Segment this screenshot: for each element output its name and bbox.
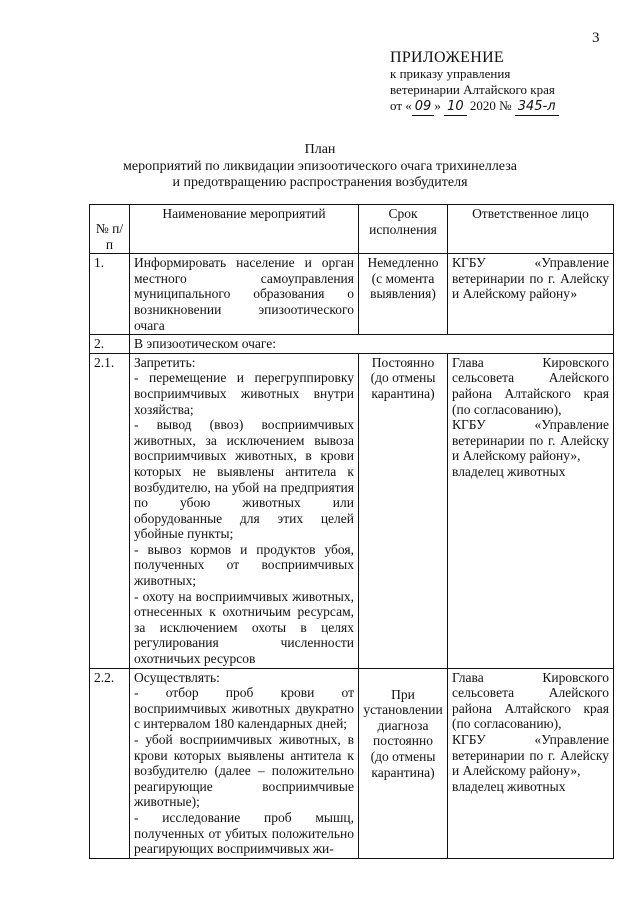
- appendix-line-1: к приказу управления: [390, 66, 511, 81]
- date-day: 09: [412, 99, 435, 116]
- responsible-line: КГБУ «Управление ветеринарии по г. Алейску и Алейскому району»,: [452, 732, 609, 779]
- order-number: 345-л: [515, 99, 559, 116]
- row-num: 2.1.: [90, 353, 130, 668]
- date-mid: »: [434, 98, 445, 113]
- measure-line: - охоту на восприимчивых животных, отнесенных к охотничьим ресурсам, за исключением охоты в целях регулирования численности охотничьих ресурсов: [134, 588, 354, 667]
- measure-line: - перемещение и перегруппировку восприимчивых животных внутри хозяйства;: [134, 370, 354, 417]
- row-name: [130, 668, 359, 858]
- date-year: 2020 №: [466, 98, 515, 113]
- responsible-line: владелец животных: [452, 778, 566, 794]
- appendix-date-line: [390, 98, 630, 116]
- responsible-line: владелец животных: [452, 463, 566, 479]
- measure-line: - вывоз кормов и продуктов убоя, полученных от восприимчивых животных;: [134, 541, 354, 589]
- row-responsible: [448, 353, 614, 668]
- measure-line: - вывод (ввоз) восприимчивых животных, за исключением вывоза восприимчивых животных, в крови которых не выявлены антитела к возбудителю, на убой на предприятия по убою животных или оборудованные для этих целей убойные пункты;: [134, 417, 354, 542]
- plan-subtitle-line-1: мероприятий по ликвидации эпизоотического очага трихинеллеза: [123, 159, 517, 174]
- measure-line: - исследование проб мышц, полученных от убитых положительно реагирующих восприимчивых жи-: [134, 809, 354, 857]
- row-num: 2.2.: [90, 668, 130, 858]
- table-row: [90, 353, 614, 668]
- table-header-row: [90, 205, 614, 254]
- measure-line: - отбор проб крови от восприимчивых животных двукратно с интервалом 180 календарных дней;: [134, 685, 354, 732]
- plan-table: [89, 204, 614, 859]
- header-term: Срок исполнения: [359, 205, 448, 254]
- plan-title: План: [304, 142, 336, 157]
- row-responsible: [448, 668, 614, 858]
- row-name: [130, 353, 359, 668]
- responsible-line: Глава Кировского сельсовета Алейского района Алтайского края (по согласованию),: [452, 354, 609, 417]
- measure-line: - убой восприимчивых животных, в крови которых выявлены антитела к возбудителю (далее – положительно реагирующие восприимчивые животные);: [134, 732, 354, 810]
- appendix-header: [390, 50, 630, 116]
- row-term: Немедленно (с момента выявления): [359, 254, 448, 335]
- date-prefix: от «: [390, 98, 412, 113]
- table-row: [90, 668, 614, 858]
- measure-line: Осуществлять:: [134, 669, 220, 685]
- date-month: 10: [444, 99, 467, 116]
- row-name: Информировать население и орган местного самоуправления муниципального образования о возникновении эпизоотического очага: [130, 254, 359, 335]
- plan-subtitle-line-2: и предотвращению распространения возбудителя: [172, 175, 468, 190]
- header-responsible: Ответственное лицо: [448, 205, 614, 254]
- responsible-line: Глава Кировского сельсовета Алейского района Алтайского края (по согласованию),: [452, 669, 609, 732]
- row-num: 2.: [90, 335, 130, 354]
- page-number: 3: [592, 30, 600, 46]
- appendix-line-2: ветеринарии Алтайского края: [390, 82, 555, 97]
- header-name: Наименование мероприятий: [130, 205, 359, 254]
- row-term: При установлении диагноза постоянно (до отмены карантина): [359, 668, 448, 858]
- measure-line: Запретить:: [134, 354, 196, 370]
- row-num: 1.: [90, 254, 130, 335]
- row-term: Постоянно (до отмены карантина): [359, 353, 448, 668]
- row-name: В эпизоотическом очаге:: [130, 335, 614, 354]
- row-responsible: КГБУ «Управление ветеринарии по г. Алейску и Алейскому району»: [448, 254, 614, 335]
- table-row: [90, 335, 614, 354]
- appendix-title: ПРИЛОЖЕНИЕ: [390, 49, 505, 66]
- responsible-line: КГБУ «Управление ветеринарии по г. Алейску и Алейскому району»,: [452, 417, 609, 464]
- header-num: № п/п: [90, 205, 130, 254]
- table-row: [90, 254, 614, 335]
